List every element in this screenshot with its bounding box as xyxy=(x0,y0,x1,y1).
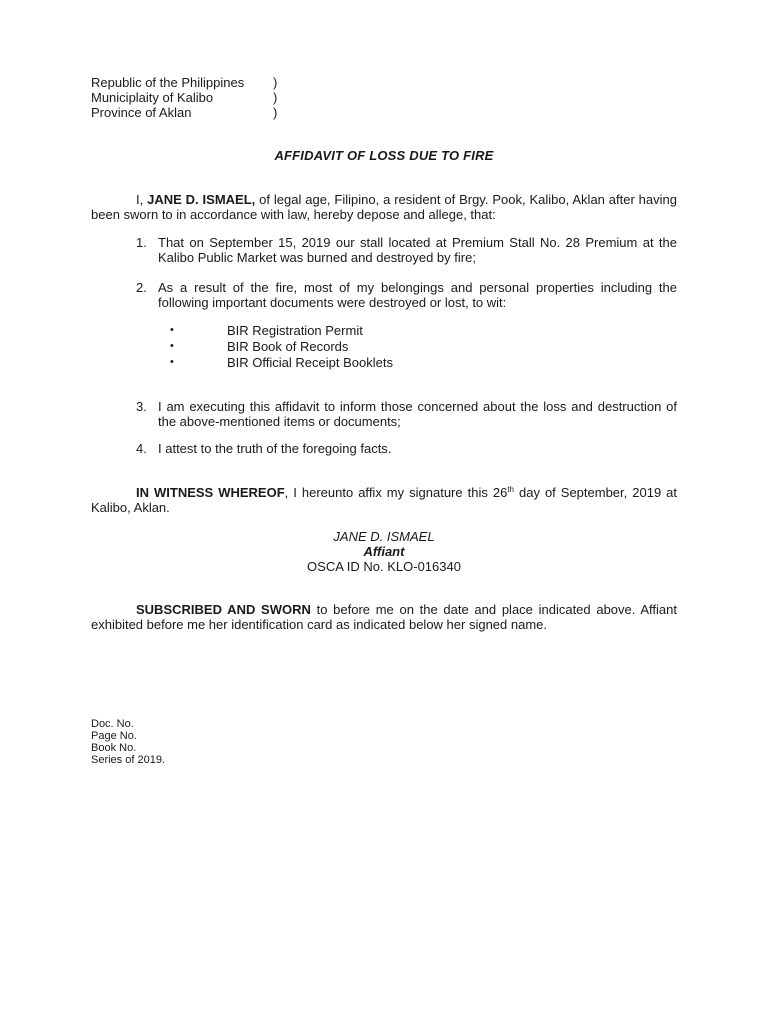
document-name: BIR Registration Permit xyxy=(227,323,363,338)
venue-bracket: ) xyxy=(273,75,278,90)
intro-paragraph xyxy=(91,192,677,222)
series-year: Series of 2019. xyxy=(91,754,165,766)
item-text: I am executing this affidavit to inform those concerned about the loss and destruction of the above-mentioned items or documents; xyxy=(158,399,677,429)
item-number: 1. xyxy=(136,235,147,250)
item-number: 2. xyxy=(136,280,147,295)
venue-block xyxy=(91,75,277,120)
doc-no: Doc. No. xyxy=(91,718,134,730)
intro-prefix: I, xyxy=(136,192,148,207)
witness-ordinal: th xyxy=(507,485,514,494)
list-item xyxy=(136,399,677,429)
document-item xyxy=(170,355,393,371)
bullet-icon: • xyxy=(170,324,174,336)
bullet-icon: • xyxy=(170,356,174,368)
bullet-icon: • xyxy=(170,340,174,352)
item-text: As a result of the fire, most of my belongings and personal properties including the following important documents were destroyed or lost, to wit: xyxy=(158,280,677,310)
signatory-role: Affiant xyxy=(363,544,405,559)
venue-line xyxy=(91,90,277,105)
list-item xyxy=(136,441,677,456)
witness-text: , I hereunto affix my signature this 26 xyxy=(284,485,508,500)
witness-text-end: day of September, 2019 at Kalibo, Aklan. xyxy=(91,485,678,515)
signatory-id: OSCA ID No. KLO-016340 xyxy=(307,559,461,574)
venue-label: Province of Aklan xyxy=(91,105,192,120)
subscribed-lead: SUBSCRIBED AND SWORN xyxy=(136,602,311,617)
venue-bracket: ) xyxy=(273,90,278,105)
subscribed-paragraph xyxy=(91,602,677,632)
document-name: BIR Official Receipt Booklets xyxy=(227,355,393,370)
witness-lead: IN WITNESS WHEREOF xyxy=(136,485,285,500)
list-item xyxy=(136,235,677,265)
venue-label: Municiplaity of Kalibo xyxy=(91,90,214,105)
document-title: AFFIDAVIT OF LOSS DUE TO FIRE xyxy=(274,148,494,163)
item-text: That on September 15, 2019 our stall located at Premium Stall No. 28 Premium at the Kalibo Public Market was burned and destroyed by fire; xyxy=(158,235,677,265)
venue-bracket: ) xyxy=(273,105,278,120)
venue-label: Republic of the Philippines xyxy=(91,75,245,90)
item-text: I attest to the truth of the foregoing facts. xyxy=(158,441,392,456)
venue-line xyxy=(91,105,277,120)
page-no: Page No. xyxy=(91,730,137,742)
intro-text: of legal age, Filipino, a resident of Brgy. Pook, Kalibo, Aklan after having been sworn to in accordance with law, hereby depose and allege, that: xyxy=(91,192,677,222)
signature-block xyxy=(0,529,768,574)
subscribed-text: to before me on the date and place indicated above. Affiant exhibited before me her identification card as indicated below her signed name. xyxy=(91,602,677,632)
venue-line xyxy=(91,75,277,90)
document-item xyxy=(170,323,393,339)
affiant-name: JANE D. ISMAEL, xyxy=(147,192,256,207)
signatory-name: JANE D. ISMAEL xyxy=(333,529,435,544)
notarial-details xyxy=(91,718,165,766)
item-number: 3. xyxy=(136,399,147,414)
book-no: Book No. xyxy=(91,742,137,754)
witness-paragraph xyxy=(91,485,677,515)
document-item xyxy=(170,339,393,355)
documents-list xyxy=(170,323,393,371)
document-name: BIR Book of Records xyxy=(227,339,349,354)
list-item xyxy=(136,280,677,310)
item-number: 4. xyxy=(136,441,147,456)
